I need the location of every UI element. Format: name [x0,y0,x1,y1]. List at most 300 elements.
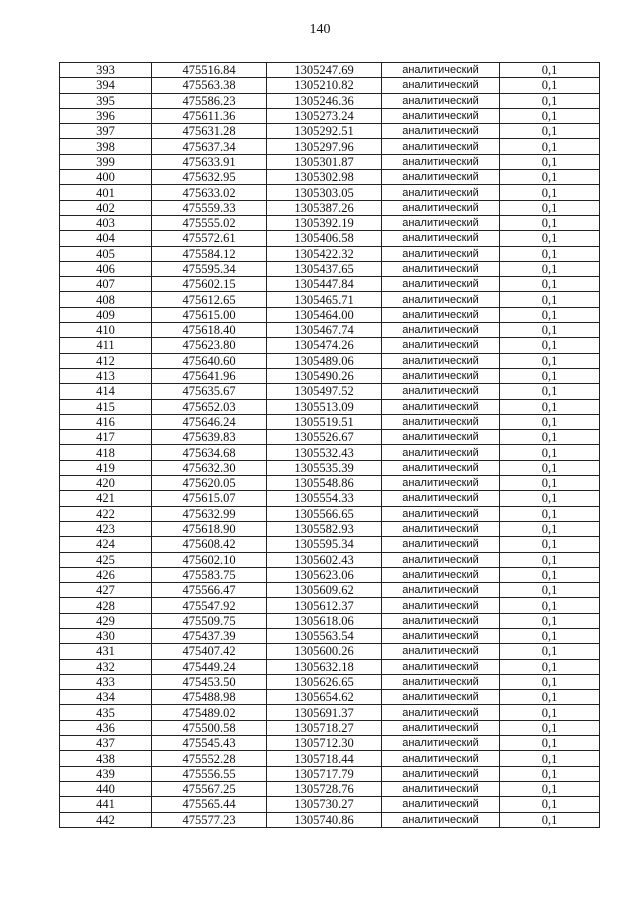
y-coordinate-cell: 1305535.39 [267,460,382,475]
accuracy-cell: 0,1 [500,292,600,307]
y-coordinate-cell: 1305609.62 [267,583,382,598]
y-coordinate-cell: 1305712.30 [267,736,382,751]
y-coordinate-cell: 1305582.93 [267,521,382,536]
accuracy-cell: 0,1 [500,766,600,781]
y-coordinate-cell: 1305623.06 [267,567,382,582]
point-number-cell: 442 [60,812,152,827]
x-coordinate-cell: 475623.80 [152,338,267,353]
x-coordinate-cell: 475572.61 [152,231,267,246]
accuracy-cell: 0,1 [500,644,600,659]
method-cell: аналитический [382,766,500,781]
accuracy-cell: 0,1 [500,246,600,261]
point-number-cell: 400 [60,170,152,185]
y-coordinate-cell: 1305273.24 [267,108,382,123]
y-coordinate-cell: 1305728.76 [267,781,382,796]
method-cell: аналитический [382,736,500,751]
point-number-cell: 426 [60,567,152,582]
x-coordinate-cell: 475602.10 [152,552,267,567]
x-coordinate-cell: 475611.36 [152,108,267,123]
table-row [60,78,600,93]
method-cell: аналитический [382,491,500,506]
accuracy-cell: 0,1 [500,368,600,383]
accuracy-cell: 0,1 [500,812,600,827]
y-coordinate-cell: 1305602.43 [267,552,382,567]
table-row [60,674,600,689]
y-coordinate-cell: 1305392.19 [267,215,382,230]
method-cell: аналитический [382,139,500,154]
method-cell: аналитический [382,93,500,108]
table-row [60,399,600,414]
point-number-cell: 416 [60,414,152,429]
method-cell: аналитический [382,307,500,322]
x-coordinate-cell: 475577.23 [152,812,267,827]
point-number-cell: 421 [60,491,152,506]
method-cell: аналитический [382,628,500,643]
x-coordinate-cell: 475641.96 [152,368,267,383]
y-coordinate-cell: 1305718.27 [267,720,382,735]
x-coordinate-cell: 475566.47 [152,583,267,598]
x-coordinate-cell: 475646.24 [152,414,267,429]
point-number-cell: 398 [60,139,152,154]
point-number-cell: 432 [60,659,152,674]
accuracy-cell: 0,1 [500,460,600,475]
x-coordinate-cell: 475602.15 [152,277,267,292]
method-cell: аналитический [382,690,500,705]
accuracy-cell: 0,1 [500,384,600,399]
y-coordinate-cell: 1305246.36 [267,93,382,108]
method-cell: аналитический [382,154,500,169]
table-row [60,506,600,521]
table-row [60,292,600,307]
point-number-cell: 415 [60,399,152,414]
table-row [60,368,600,383]
point-number-cell: 409 [60,307,152,322]
coordinates-table-container [59,62,600,828]
table-row [60,246,600,261]
method-cell: аналитический [382,63,500,78]
method-cell: аналитический [382,338,500,353]
table-row [60,690,600,705]
x-coordinate-cell: 475547.92 [152,598,267,613]
accuracy-cell: 0,1 [500,261,600,276]
table-row [60,277,600,292]
method-cell: аналитический [382,460,500,475]
y-coordinate-cell: 1305691.37 [267,705,382,720]
table-row [60,215,600,230]
method-cell: аналитический [382,399,500,414]
table-row [60,491,600,506]
table-row [60,751,600,766]
method-cell: аналитический [382,200,500,215]
x-coordinate-cell: 475437.39 [152,628,267,643]
table-row [60,154,600,169]
point-number-cell: 420 [60,476,152,491]
point-number-cell: 405 [60,246,152,261]
y-coordinate-cell: 1305297.96 [267,139,382,154]
x-coordinate-cell: 475632.30 [152,460,267,475]
table-row [60,781,600,796]
accuracy-cell: 0,1 [500,323,600,338]
method-cell: аналитический [382,644,500,659]
y-coordinate-cell: 1305632.18 [267,659,382,674]
table-row [60,445,600,460]
x-coordinate-cell: 475563.38 [152,78,267,93]
accuracy-cell: 0,1 [500,338,600,353]
point-number-cell: 395 [60,93,152,108]
point-number-cell: 396 [60,108,152,123]
accuracy-cell: 0,1 [500,185,600,200]
point-number-cell: 408 [60,292,152,307]
accuracy-cell: 0,1 [500,231,600,246]
point-number-cell: 429 [60,613,152,628]
y-coordinate-cell: 1305474.26 [267,338,382,353]
method-cell: аналитический [382,353,500,368]
y-coordinate-cell: 1305210.82 [267,78,382,93]
y-coordinate-cell: 1305730.27 [267,797,382,812]
x-coordinate-cell: 475633.02 [152,185,267,200]
table-row [60,261,600,276]
accuracy-cell: 0,1 [500,720,600,735]
table-row [60,384,600,399]
x-coordinate-cell: 475615.00 [152,307,267,322]
table-row [60,659,600,674]
coordinates-table-body [60,63,600,828]
table-row [60,812,600,827]
x-coordinate-cell: 475488.98 [152,690,267,705]
table-row [60,537,600,552]
y-coordinate-cell: 1305490.26 [267,368,382,383]
y-coordinate-cell: 1305422.32 [267,246,382,261]
x-coordinate-cell: 475545.43 [152,736,267,751]
accuracy-cell: 0,1 [500,781,600,796]
method-cell: аналитический [382,674,500,689]
y-coordinate-cell: 1305612.37 [267,598,382,613]
accuracy-cell: 0,1 [500,628,600,643]
point-number-cell: 423 [60,521,152,536]
accuracy-cell: 0,1 [500,506,600,521]
x-coordinate-cell: 475595.34 [152,261,267,276]
accuracy-cell: 0,1 [500,277,600,292]
accuracy-cell: 0,1 [500,139,600,154]
x-coordinate-cell: 475652.03 [152,399,267,414]
accuracy-cell: 0,1 [500,200,600,215]
y-coordinate-cell: 1305464.00 [267,307,382,322]
method-cell: аналитический [382,384,500,399]
point-number-cell: 399 [60,154,152,169]
point-number-cell: 406 [60,261,152,276]
method-cell: аналитический [382,705,500,720]
table-row [60,476,600,491]
method-cell: аналитический [382,78,500,93]
x-coordinate-cell: 475615.07 [152,491,267,506]
y-coordinate-cell: 1305447.84 [267,277,382,292]
x-coordinate-cell: 475633.91 [152,154,267,169]
x-coordinate-cell: 475640.60 [152,353,267,368]
table-row [60,200,600,215]
x-coordinate-cell: 475586.23 [152,93,267,108]
x-coordinate-cell: 475639.83 [152,430,267,445]
point-number-cell: 410 [60,323,152,338]
y-coordinate-cell: 1305563.54 [267,628,382,643]
table-row [60,628,600,643]
table-row [60,720,600,735]
y-coordinate-cell: 1305387.26 [267,200,382,215]
table-row [60,338,600,353]
accuracy-cell: 0,1 [500,124,600,139]
point-number-cell: 428 [60,598,152,613]
method-cell: аналитический [382,598,500,613]
method-cell: аналитический [382,414,500,429]
point-number-cell: 425 [60,552,152,567]
table-row [60,613,600,628]
accuracy-cell: 0,1 [500,797,600,812]
method-cell: аналитический [382,567,500,582]
coordinates-table [59,62,600,828]
accuracy-cell: 0,1 [500,215,600,230]
y-coordinate-cell: 1305497.52 [267,384,382,399]
point-number-cell: 438 [60,751,152,766]
method-cell: аналитический [382,246,500,261]
table-row [60,583,600,598]
accuracy-cell: 0,1 [500,598,600,613]
point-number-cell: 393 [60,63,152,78]
point-number-cell: 427 [60,583,152,598]
x-coordinate-cell: 475559.33 [152,200,267,215]
x-coordinate-cell: 475489.02 [152,705,267,720]
method-cell: аналитический [382,476,500,491]
y-coordinate-cell: 1305532.43 [267,445,382,460]
point-number-cell: 418 [60,445,152,460]
accuracy-cell: 0,1 [500,353,600,368]
method-cell: аналитический [382,613,500,628]
y-coordinate-cell: 1305526.67 [267,430,382,445]
point-number-cell: 411 [60,338,152,353]
x-coordinate-cell: 475565.44 [152,797,267,812]
point-number-cell: 434 [60,690,152,705]
method-cell: аналитический [382,720,500,735]
table-row [60,766,600,781]
y-coordinate-cell: 1305717.79 [267,766,382,781]
x-coordinate-cell: 475555.02 [152,215,267,230]
accuracy-cell: 0,1 [500,751,600,766]
point-number-cell: 403 [60,215,152,230]
x-coordinate-cell: 475556.55 [152,766,267,781]
y-coordinate-cell: 1305595.34 [267,537,382,552]
point-number-cell: 402 [60,200,152,215]
method-cell: аналитический [382,797,500,812]
x-coordinate-cell: 475608.42 [152,537,267,552]
table-row [60,736,600,751]
method-cell: аналитический [382,751,500,766]
point-number-cell: 431 [60,644,152,659]
y-coordinate-cell: 1305718.44 [267,751,382,766]
method-cell: аналитический [382,506,500,521]
point-number-cell: 413 [60,368,152,383]
method-cell: аналитический [382,812,500,827]
accuracy-cell: 0,1 [500,399,600,414]
y-coordinate-cell: 1305467.74 [267,323,382,338]
accuracy-cell: 0,1 [500,414,600,429]
point-number-cell: 435 [60,705,152,720]
table-row [60,307,600,322]
point-number-cell: 441 [60,797,152,812]
x-coordinate-cell: 475618.40 [152,323,267,338]
accuracy-cell: 0,1 [500,567,600,582]
table-row [60,108,600,123]
method-cell: аналитический [382,583,500,598]
accuracy-cell: 0,1 [500,705,600,720]
point-number-cell: 397 [60,124,152,139]
accuracy-cell: 0,1 [500,491,600,506]
accuracy-cell: 0,1 [500,521,600,536]
y-coordinate-cell: 1305489.06 [267,353,382,368]
y-coordinate-cell: 1305301.87 [267,154,382,169]
method-cell: аналитический [382,368,500,383]
accuracy-cell: 0,1 [500,430,600,445]
y-coordinate-cell: 1305303.05 [267,185,382,200]
y-coordinate-cell: 1305406.58 [267,231,382,246]
y-coordinate-cell: 1305302.98 [267,170,382,185]
point-number-cell: 404 [60,231,152,246]
x-coordinate-cell: 475509.75 [152,613,267,628]
y-coordinate-cell: 1305437.65 [267,261,382,276]
table-row [60,353,600,368]
table-row [60,93,600,108]
x-coordinate-cell: 475407.42 [152,644,267,659]
method-cell: аналитический [382,659,500,674]
table-row [60,598,600,613]
x-coordinate-cell: 475449.24 [152,659,267,674]
x-coordinate-cell: 475567.25 [152,781,267,796]
y-coordinate-cell: 1305554.33 [267,491,382,506]
table-row [60,63,600,78]
x-coordinate-cell: 475635.67 [152,384,267,399]
x-coordinate-cell: 475500.58 [152,720,267,735]
x-coordinate-cell: 475583.75 [152,567,267,582]
point-number-cell: 439 [60,766,152,781]
table-row [60,170,600,185]
point-number-cell: 412 [60,353,152,368]
method-cell: аналитический [382,445,500,460]
table-row [60,567,600,582]
table-row [60,521,600,536]
y-coordinate-cell: 1305626.65 [267,674,382,689]
accuracy-cell: 0,1 [500,307,600,322]
x-coordinate-cell: 475620.05 [152,476,267,491]
method-cell: аналитический [382,277,500,292]
y-coordinate-cell: 1305292.51 [267,124,382,139]
table-row [60,414,600,429]
y-coordinate-cell: 1305519.51 [267,414,382,429]
point-number-cell: 433 [60,674,152,689]
method-cell: аналитический [382,170,500,185]
method-cell: аналитический [382,552,500,567]
accuracy-cell: 0,1 [500,736,600,751]
point-number-cell: 424 [60,537,152,552]
y-coordinate-cell: 1305600.26 [267,644,382,659]
accuracy-cell: 0,1 [500,108,600,123]
method-cell: аналитический [382,231,500,246]
point-number-cell: 394 [60,78,152,93]
accuracy-cell: 0,1 [500,583,600,598]
table-row [60,185,600,200]
table-row [60,124,600,139]
point-number-cell: 422 [60,506,152,521]
accuracy-cell: 0,1 [500,552,600,567]
y-coordinate-cell: 1305654.62 [267,690,382,705]
table-row [60,644,600,659]
table-row [60,705,600,720]
y-coordinate-cell: 1305513.09 [267,399,382,414]
y-coordinate-cell: 1305465.71 [267,292,382,307]
method-cell: аналитический [382,521,500,536]
x-coordinate-cell: 475637.34 [152,139,267,154]
method-cell: аналитический [382,261,500,276]
method-cell: аналитический [382,108,500,123]
accuracy-cell: 0,1 [500,674,600,689]
method-cell: аналитический [382,124,500,139]
method-cell: аналитический [382,185,500,200]
x-coordinate-cell: 475631.28 [152,124,267,139]
method-cell: аналитический [382,781,500,796]
x-coordinate-cell: 475552.28 [152,751,267,766]
table-row [60,460,600,475]
accuracy-cell: 0,1 [500,659,600,674]
table-row [60,231,600,246]
method-cell: аналитический [382,323,500,338]
table-row [60,323,600,338]
point-number-cell: 436 [60,720,152,735]
point-number-cell: 437 [60,736,152,751]
y-coordinate-cell: 1305618.06 [267,613,382,628]
point-number-cell: 440 [60,781,152,796]
accuracy-cell: 0,1 [500,690,600,705]
accuracy-cell: 0,1 [500,445,600,460]
accuracy-cell: 0,1 [500,93,600,108]
x-coordinate-cell: 475632.95 [152,170,267,185]
y-coordinate-cell: 1305740.86 [267,812,382,827]
accuracy-cell: 0,1 [500,613,600,628]
x-coordinate-cell: 475618.90 [152,521,267,536]
method-cell: аналитический [382,292,500,307]
x-coordinate-cell: 475453.50 [152,674,267,689]
y-coordinate-cell: 1305247.69 [267,63,382,78]
method-cell: аналитический [382,430,500,445]
x-coordinate-cell: 475632.99 [152,506,267,521]
point-number-cell: 414 [60,384,152,399]
x-coordinate-cell: 475612.65 [152,292,267,307]
accuracy-cell: 0,1 [500,63,600,78]
table-row [60,552,600,567]
table-row [60,430,600,445]
point-number-cell: 417 [60,430,152,445]
table-row [60,139,600,154]
page-number: 140 [309,22,331,37]
accuracy-cell: 0,1 [500,78,600,93]
x-coordinate-cell: 475584.12 [152,246,267,261]
accuracy-cell: 0,1 [500,170,600,185]
method-cell: аналитический [382,215,500,230]
y-coordinate-cell: 1305548.86 [267,476,382,491]
method-cell: аналитический [382,537,500,552]
accuracy-cell: 0,1 [500,476,600,491]
x-coordinate-cell: 475516.84 [152,63,267,78]
x-coordinate-cell: 475634.68 [152,445,267,460]
point-number-cell: 419 [60,460,152,475]
y-coordinate-cell: 1305566.65 [267,506,382,521]
point-number-cell: 430 [60,628,152,643]
accuracy-cell: 0,1 [500,537,600,552]
